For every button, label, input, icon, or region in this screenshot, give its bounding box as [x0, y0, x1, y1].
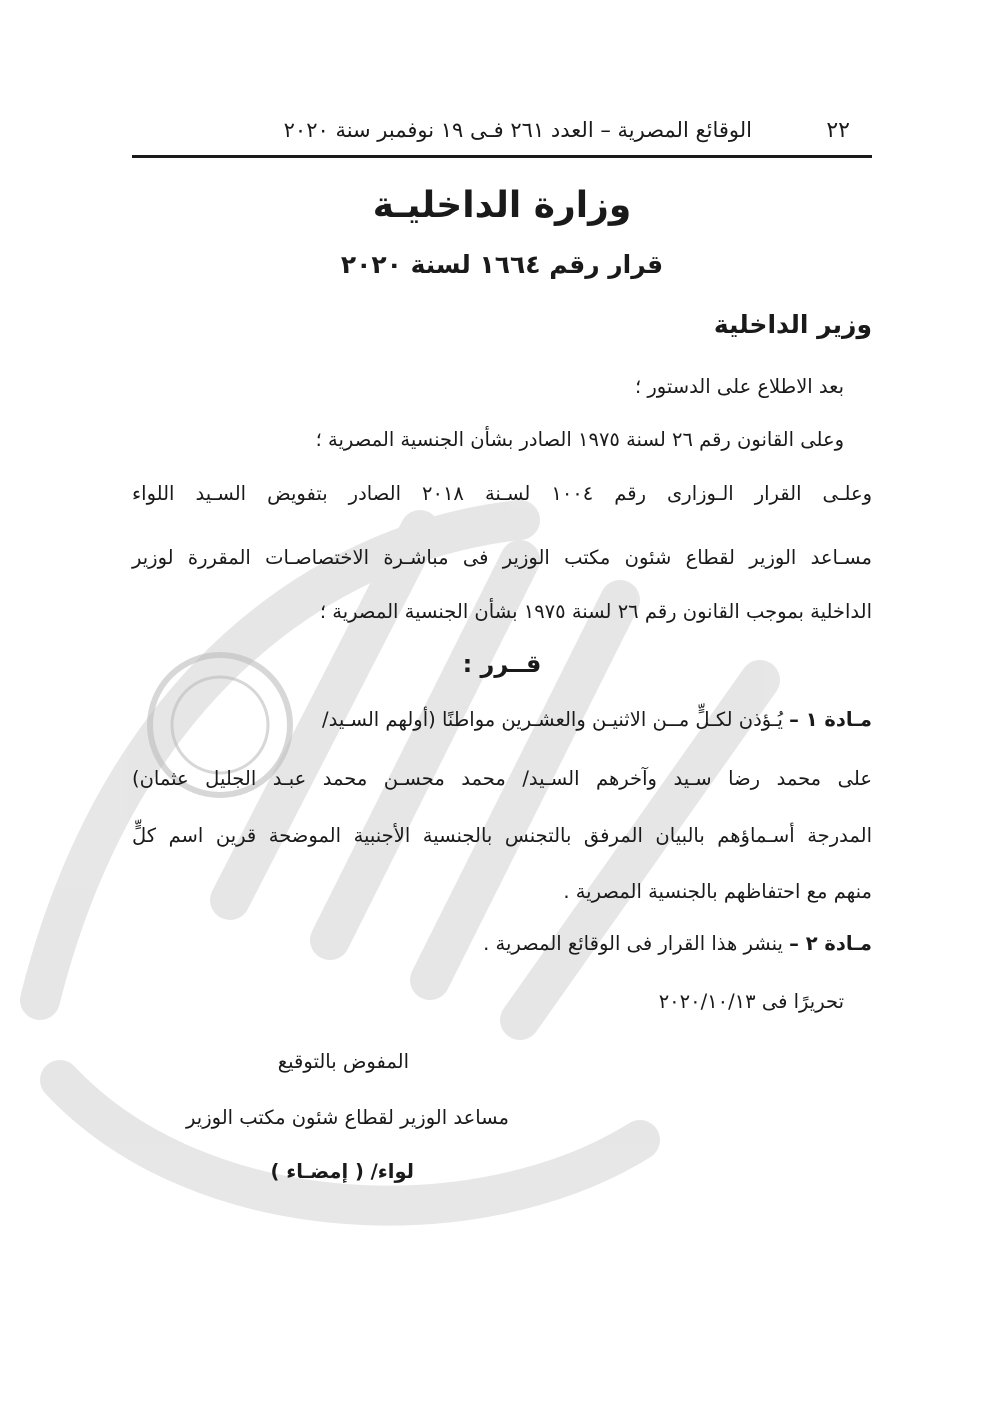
article-1-first-line: [132, 708, 872, 731]
article-1-label: مـادة ١ –: [789, 708, 872, 731]
preamble-line: الداخلية بموجب القانون رقم ٢٦ لسنة ١٩٧٥ بشأن الجنسية المصرية ؛: [319, 600, 872, 623]
article-2-text: ينشر هذا القرار فى الوقائع المصرية .: [483, 932, 783, 955]
page-header: [132, 110, 872, 150]
publication-info: الوقائع المصرية – العدد ٢٦١ فـى ١٩ نوفمبر سنة ٢٠٢٠: [283, 118, 752, 142]
ministry-title: وزارة الداخليـة: [372, 185, 632, 226]
article-1-line: على محمد رضا سـيد وآخرهم السـيد/ محمد محسـن محمد عبـد الجليل عثمان): [132, 767, 872, 790]
minister-heading: وزير الداخلية: [713, 310, 872, 339]
signature-signed: لواء/ ( إمضـاء ): [270, 1160, 414, 1183]
preamble-line: وعلـى القرار الـوزارى رقم ١٠٠٤ لسـنة ٢٠١٨ الصادر بتفويض السـيد اللواء: [132, 482, 873, 505]
decided-heading: قــرر :: [462, 650, 542, 678]
article-1-line: منهم مع احتفاظهم بالجنسية المصرية .: [563, 880, 872, 903]
article-2-line: [483, 932, 872, 955]
preamble-line: بعد الاطلاع على الدستور ؛: [634, 375, 844, 398]
article-2-label: مـادة ٢ –: [789, 932, 872, 955]
preamble-line: مسـاعد الوزير لقطاع شئون مكتب الوزير فى مباشـرة الاختصاصـات المقررة لوزير: [132, 546, 872, 569]
signature-delegated: المفوض بالتوقيع: [277, 1050, 409, 1073]
article-1-text: يُـؤذن لكـلٍّ مــن الاثنيـن والعشـرين مواطنًا (أولهم السـيد/: [322, 708, 783, 731]
decree-title: قرار رقم ١٦٦٤ لسنة ٢٠٢٠: [340, 250, 664, 279]
signature-position: مساعد الوزير لقطاع شئون مكتب الوزير: [186, 1106, 509, 1129]
preamble-line: وعلى القانون رقم ٢٦ لسنة ١٩٧٥ الصادر بشأن الجنسية المصرية ؛: [315, 428, 844, 451]
date-line: تحريرًا فى ٢٠٢٠/١٠/١٣: [658, 990, 844, 1013]
page-number: ٢٢: [826, 118, 850, 143]
article-1-line: المدرجة أسـماؤهم بالبيان المرفق بالتجنس بالجنسية الأجنبية الموضحة قرين اسم كلٍّ: [132, 824, 872, 847]
header-divider: [132, 155, 872, 158]
